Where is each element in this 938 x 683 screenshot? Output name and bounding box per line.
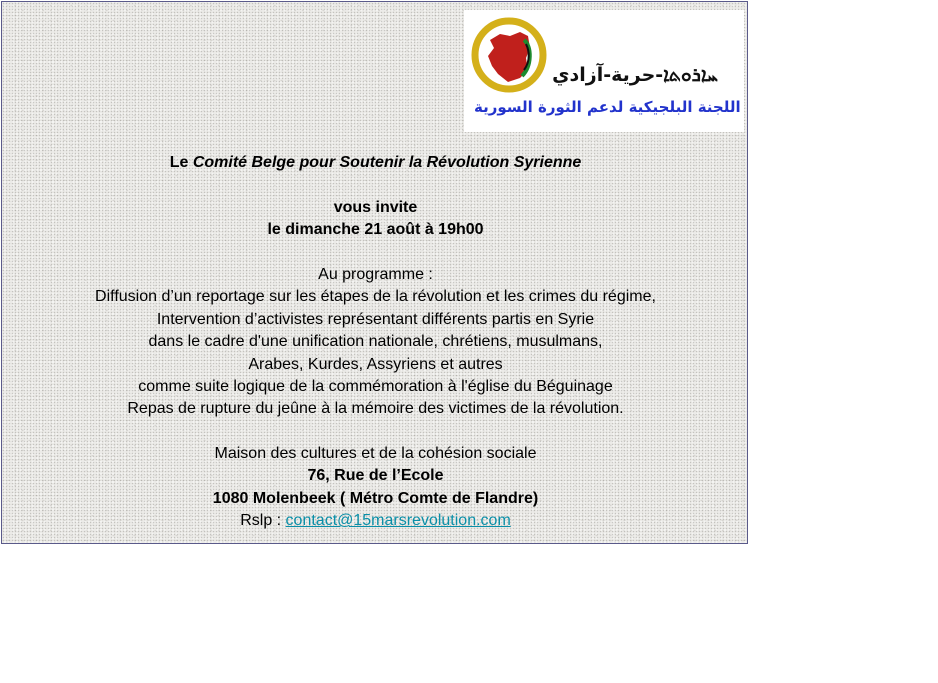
- date-line: le dimanche 21 août à 19h00: [267, 221, 484, 239]
- programme-item: comme suite logique de la commémoration à l'église du Béguinage: [138, 377, 613, 395]
- invitation-card: [1, 1, 748, 544]
- venue-street: 76, Rue de l’Ecole: [307, 467, 444, 485]
- programme-item: dans le cadre d'une unification nationale, chrétiens, musulmans,: [148, 333, 603, 351]
- rsvp-label: Rslp :: [240, 512, 286, 530]
- programme-item: Arabes, Kurdes, Assyriens et autres: [248, 355, 503, 373]
- rsvp-line: [2, 510, 749, 532]
- committee-logo: [464, 10, 744, 132]
- intro-line: [2, 152, 749, 174]
- logo-arabic-tagline: اللجنة البلجيكية لدعم الثورة السورية: [474, 98, 741, 116]
- logo-script-title: ܚܐܪܘܬܐ-حرية-آزادي: [552, 64, 718, 86]
- programme-item: Diffusion d’un reportage sur les étapes de la révolution et les crimes du régime,: [95, 288, 656, 306]
- programme-item: Repas de rupture du jeûne à la mémoire des victimes de la révolution.: [127, 400, 624, 418]
- rsvp-email-link[interactable]: contact@15marsrevolution.com: [285, 512, 511, 530]
- committee-name: Comité Belge pour Soutenir la Révolution Syrienne: [192, 154, 582, 171]
- programme-heading: Au programme :: [318, 265, 433, 283]
- programme-item: Intervention d’activistes représentant différents partis en Syrie: [156, 310, 595, 328]
- venue-city: 1080 Molenbeek ( Métro Comte de Flandre): [212, 489, 539, 507]
- venue-name: Maison des cultures et de la cohésion sociale: [214, 445, 537, 463]
- intro-prefix: Le: [169, 154, 193, 171]
- invitation-text: [2, 152, 749, 533]
- invite-line: vous invite: [333, 198, 418, 216]
